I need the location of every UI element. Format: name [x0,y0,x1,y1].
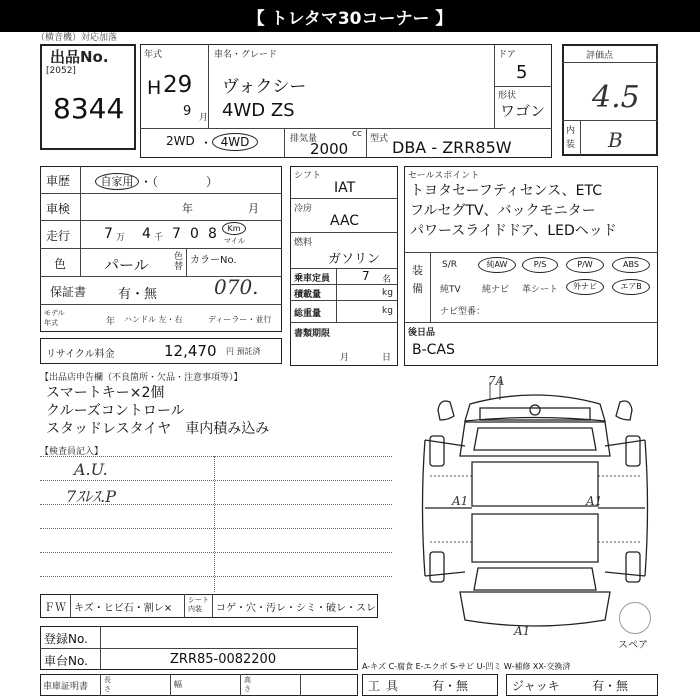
shift-label: シフト [294,171,322,181]
reg-no-label: 登録No. [44,632,88,646]
diagram-mark-bottom: A1 [514,624,531,638]
load-unit: kg [382,288,393,298]
color-code-label: カラーNo. [190,255,237,266]
inspection-label: 車検 [46,202,71,216]
model-year-label2: 年式 [44,319,58,327]
jack-value: 有・無 [592,679,629,693]
equip-airbag: エアB [612,279,650,295]
car-name: ヴォクシー [222,77,307,97]
history-label: 車歴 [46,174,71,188]
cert-label: 車庫証明書 [43,682,89,692]
diagram-mark-right: A1 [586,494,603,508]
warranty-value: 有・無 [118,287,158,302]
year-month-unit: 月 [199,113,209,123]
sales-point-2: フルセグTV、バックモニター [410,203,596,219]
sales-point-1: トヨタセーフティセンス、ETC [410,183,602,199]
ac-value: AAC [330,213,360,229]
mileage-mile: マイル [224,237,245,245]
inspector-line-1: A.U. [74,460,108,479]
equip-pw: P/W [566,257,604,273]
aftermarket-value: B-CAS [412,342,455,358]
fw-text: キズ・ヒビ石・割レ× [74,603,173,614]
equip-aw: 純AW [478,257,516,273]
displacement-label: 排気量 [290,134,318,144]
tools-value: 有・無 [432,679,469,693]
history-value: 自家用 [95,173,139,190]
weight-unit: kg [382,306,393,316]
drive-2wd: 2WD [166,134,195,148]
color-label: 色 [54,257,67,271]
shape-label: 形状 [498,91,517,101]
year-label: 年式 [144,50,163,60]
registration-date-month: 月 [340,353,350,363]
equip-sr: S/R [442,260,457,270]
mileage-sen: 4 [142,226,151,242]
drive-4wd: 4WD [212,133,258,151]
load-label: 積載量 [294,290,322,300]
recycle-value: 12,470 [164,342,217,360]
capacity-label: 乗車定員 [294,274,331,284]
weight-label: 総重量 [294,309,322,319]
shape-value: ワゴン [500,102,546,120]
inspector-line-2: 7ｽﾚｽ.P [66,487,117,506]
diagram-mark-left: A1 [452,494,469,508]
seat-label: シート内装 [188,596,209,613]
inspector-label: 【検査員記入】 [40,447,104,457]
fuel-value: ガソリン [328,252,381,267]
mileage-label: 走行 [46,229,71,243]
warranty-label: 保証書 [50,285,87,299]
cert-nagasa: 長さ [104,676,111,693]
equip-navi: 純ナビ [482,285,510,295]
model-year-year: 年 [106,317,116,327]
year-era: H [147,77,162,99]
shift-value: IAT [334,180,356,196]
sales-points-label: セールスポイント [408,171,480,181]
capacity-unit: 名 [382,275,392,285]
score-label: 評価点 [586,51,614,61]
fuel-label: 燃料 [294,238,313,248]
interior-value: B [608,128,623,152]
spare-label: スペア [618,640,648,651]
equip-ps: P/S [522,257,558,273]
diagram-mark-top: 7A [488,374,505,388]
equip-navi-model: ナビ型番： [440,307,486,317]
model-year-label1: モデル [44,309,65,317]
header-cut-text: （横音機）対応加落 [36,33,118,43]
score-value: 4.5 [592,80,640,115]
car-grade: 4WD ZS [222,100,295,121]
model-year-dealer: ディーラー・並行 [208,315,272,324]
notes-line-1: スマートキー×2個 [46,385,165,401]
model-year-handle: ハンドル 左・右 [124,315,183,324]
chassis-label: 車台No. [44,654,88,668]
notes-line-2: クルーズコントロール [46,403,185,419]
inspection-year: 年 [182,202,193,215]
lot-label: 出品No. [50,48,109,66]
model-label: 型式 [370,134,389,144]
recycle-unit: 円 預託済 [226,347,261,356]
car-damage-diagram [410,376,660,638]
fw-label: ＦＷ [44,601,66,614]
ac-label: 冷房 [294,204,313,214]
mileage-d1: 7 [172,226,181,242]
model-value: DBA - ZRR85W [392,138,512,157]
tools-label: 工具 [368,679,405,693]
mileage-d3: 8 [208,226,217,242]
mileage-man-unit: 万 [116,233,126,243]
inspection-month: 月 [248,202,259,215]
sheet-id: [2052] [46,66,76,76]
notes-label: 【出品店申告欄（不良箇所・欠品・注意事項等）】 [40,373,243,383]
sales-point-3: パワースライドドア、LEDヘッド [410,223,617,239]
cert-haba: 幅 [174,680,182,689]
equip-abs: ABS [612,257,650,273]
chassis-value: ZRR85-0082200 [170,652,277,667]
mileage-d2: 0 [190,226,199,242]
year-value: 29 [163,72,193,98]
interior-label: 内装 [566,126,576,150]
aftermarket-label: 後日品 [408,328,436,338]
mileage-sen-unit: 千 [154,233,164,243]
equip-ext-navi: 外ナビ [566,279,604,295]
color-change-label: 色替 [174,252,184,272]
doors-label: ドア [498,50,516,60]
mileage-km: Km [222,222,246,235]
registration-date-label: 書類期限 [294,329,331,339]
color-value: パール [104,256,149,274]
equip-leather: 革シート [522,285,559,295]
history-rest: ・（ ） [140,175,219,189]
jack-label: ジャッキ [512,679,560,693]
mileage-man: 7 [104,226,113,242]
damage-legend: A-キズ C-腐食 E-エクボ S-サビ U-凹ミ W-補修 XX-交換済 [362,662,571,671]
equipment-label: 装備 [412,264,423,295]
displacement-unit: cc [352,129,362,139]
displacement-value: 2000 [310,140,349,158]
recycle-label: リサイクル料金 [46,349,115,360]
doors-value: 5 [516,62,528,83]
cert-takasa: 高さ [244,676,251,693]
details-box [40,166,282,332]
capacity-value: 7 [362,269,370,283]
year-month: 9 [183,104,192,119]
registration-date-day: 日 [382,353,392,363]
header-banner-text: 【 トレタマ30コーナー 】 [247,9,453,29]
lot-number: 8344 [53,92,125,125]
seat-text: コゲ・穴・汚レ・シミ・破レ・スレ [216,603,376,614]
car-label: 車名・グレード [214,50,278,60]
notes-line-3: スタッドレスタイヤ 車内積み込み [46,421,270,437]
equip-tv: 純TV [440,285,461,295]
drive-sep: ・ [200,136,213,150]
color-code: 070. [214,275,259,299]
spare-tire-icon [619,602,651,634]
